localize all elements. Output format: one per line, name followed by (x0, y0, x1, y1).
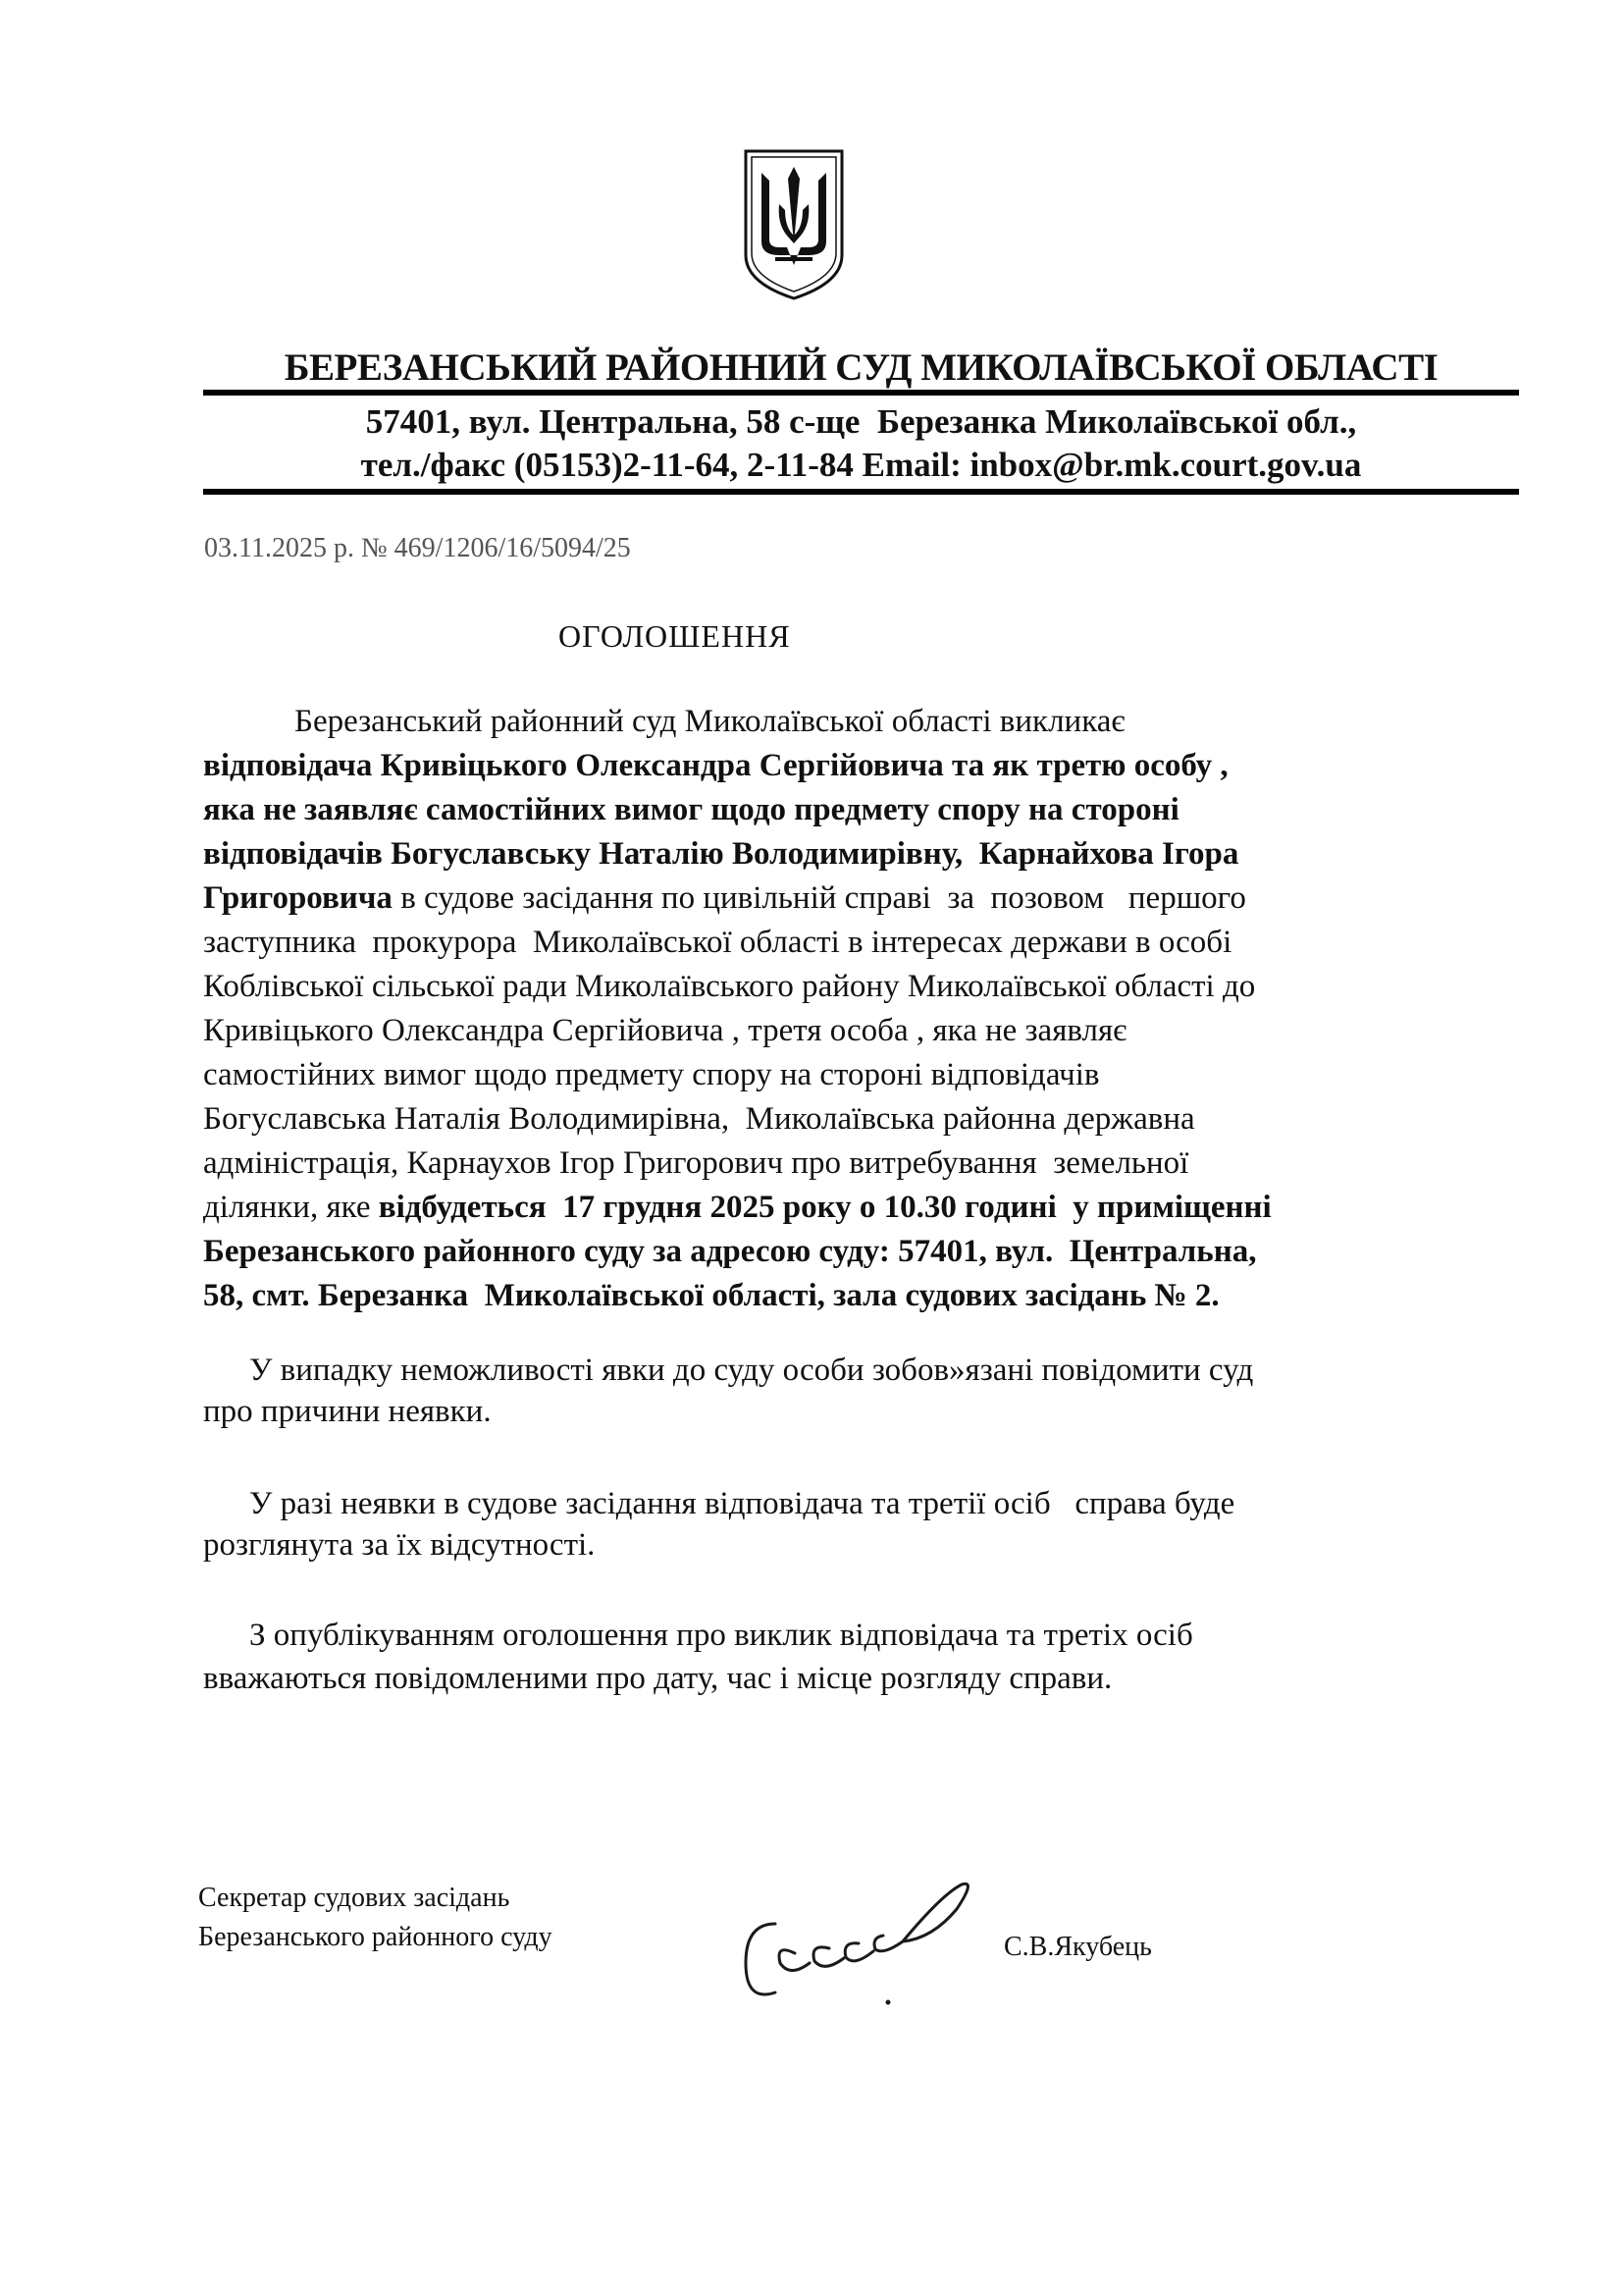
paragraph-4-line (249, 1616, 1193, 1655)
document-date-number: 03.11.2025 р. № 469/1206/16/5094/25 (204, 533, 631, 563)
text: розглянута за їх відсутності. (203, 1527, 596, 1563)
document-heading: ОГОЛОШЕННЯ (558, 618, 791, 654)
text: У разі неявки в судове засідання відповідача та третії осіб справа буде (249, 1486, 1235, 1521)
court-contacts: тел./факс (05153)2-11-64, 2-11-84 Email: inbox@br.mk.court.gov.ua (360, 446, 1362, 484)
bold-text: відповідачів Богуславську Наталію Володимирівну, Карнайхова Ігора (203, 836, 1239, 872)
text: про причини неявки. (203, 1394, 492, 1429)
bold-text: Григоровича (203, 880, 393, 916)
paragraph-2-line (249, 1351, 1253, 1390)
paragraph-1-line (294, 702, 1126, 741)
paragraph-1-line (203, 1011, 1126, 1050)
bold-text: Березанського районного суду за адресою суду: 57401, вул. Центральна, (203, 1234, 1257, 1269)
paragraph-3-line (203, 1525, 595, 1565)
text: в судове засідання по цивільній справі за позовом першого (392, 880, 1246, 916)
paragraph-1-line (203, 1055, 1100, 1094)
header-rule-bottom (203, 489, 1519, 495)
paragraph-1-line (203, 1143, 1188, 1183)
text: Кривіцького Олександра Сергійовича , третя особа , яка не заявляє (203, 1013, 1127, 1048)
signer-name: С.В.Якубець (1004, 1932, 1152, 1962)
paragraph-1-line (203, 878, 1246, 918)
paragraph-1-line (203, 790, 1179, 829)
text: адміністрація, Карнаухов Ігор Григорович про витребування земельної (203, 1145, 1189, 1181)
coat-of-arms-emblem (740, 145, 848, 302)
signer-position-line1: Секретар судових засідань (198, 1883, 510, 1913)
court-name: БЕРЕЗАНСЬКИЙ РАЙОННИЙ СУД МИКОЛАЇВСЬКОЇ ОБЛАСТІ (284, 346, 1439, 389)
text: Богуславська Наталія Володимирівна, Миколаївська районна державна (203, 1101, 1195, 1137)
paragraph-1-line (203, 1099, 1195, 1139)
paragraph-1-line (203, 923, 1231, 962)
paragraph-1-line (203, 1276, 1220, 1315)
court-address: 57401, вул. Центральна, 58 с-ще Березанка Миколаївської обл., (365, 402, 1357, 441)
text: Березанський районний суд Миколаївської області викликає (294, 704, 1126, 739)
bold-text: відбудеться 17 грудня 2025 року о 10.30 годині у приміщенні (378, 1190, 1272, 1225)
text: заступника прокурора Миколаївської області в інтересах держави в особі (203, 925, 1232, 960)
handwritten-signature (736, 1865, 1030, 2012)
paragraph-3-line (249, 1484, 1234, 1523)
paragraph-1-line (203, 967, 1255, 1006)
text: З опублікуванням оголошення про виклик відповідача та третіх осіб (249, 1618, 1193, 1653)
signer-position-line2: Березанського районного суду (198, 1922, 552, 1952)
paragraph-1-line (203, 834, 1238, 874)
text: вважаються повідомленими про дату, час і місце розгляду справи. (203, 1661, 1113, 1696)
text: самостійних вимог щодо предмету спору на стороні відповідачів (203, 1057, 1100, 1092)
paragraph-1-line (203, 1188, 1272, 1227)
paragraph-1-line (203, 746, 1229, 785)
text: У випадку неможливості явки до суду особи зобов»язані повідомити суд (249, 1353, 1254, 1388)
bold-text: яка не заявляє самостійних вимог щодо предмету спору на стороні (203, 792, 1179, 827)
text: ділянки, яке (203, 1190, 379, 1225)
text: Коблівської сільської ради Миколаївського району Миколаївської області до (203, 969, 1256, 1004)
paragraph-2-line (203, 1392, 492, 1431)
paragraph-1-line (203, 1232, 1257, 1271)
bold-text: 58, смт. Березанка Миколаївської області, зала судових засідань № 2. (203, 1278, 1220, 1313)
paragraph-4-line (203, 1659, 1112, 1698)
header-rule-top (203, 390, 1519, 396)
bold-text: відповідача Кривіцького Олександра Сергійовича та як третю особу , (203, 748, 1229, 783)
